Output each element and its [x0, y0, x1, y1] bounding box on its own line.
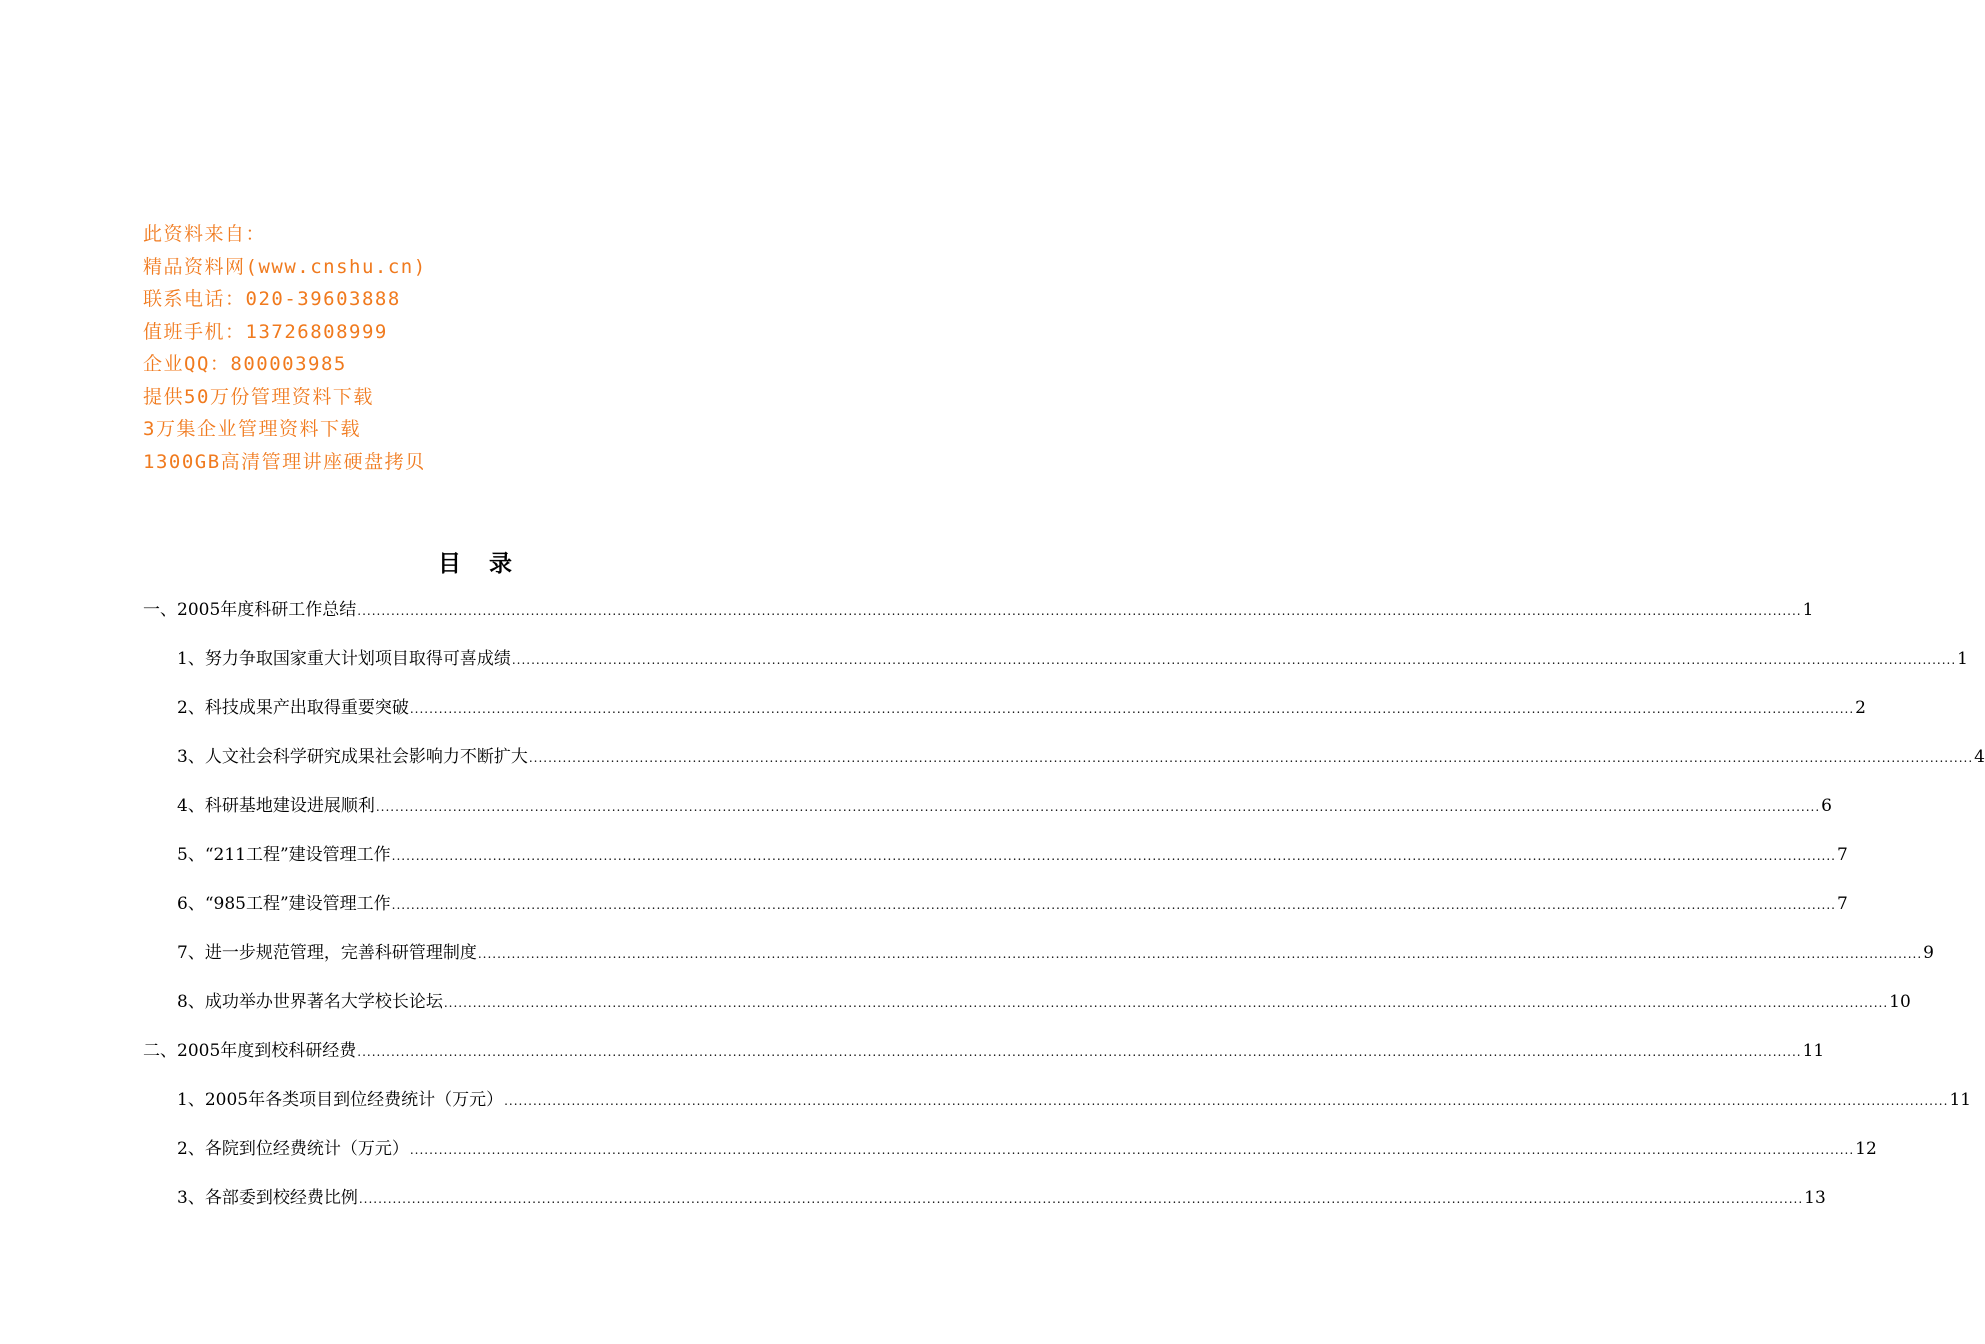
toc-dot-leader: ............................................................................................................................................................................................................................................................................................................ [409, 1143, 1855, 1157]
toc-entry[interactable] [143, 690, 1866, 739]
toc-dot-leader: ............................................................................................................................................................................................................................................................................................................ [391, 849, 1836, 863]
toc-page-number: 9 [1923, 943, 1934, 963]
toc-entry-label: 5、“211工程”建设管理工作 [177, 845, 391, 865]
toc-page-number: 12 [1855, 1139, 1877, 1159]
offer-line-2: 3万集企业管理资料下载 [143, 418, 361, 440]
toc-entry-label: 4、科研基地建设进展顺利 [177, 796, 375, 816]
toc-entry-label: 二、2005年度到校科研经费 [143, 1041, 357, 1061]
source-line: 此资料来自： [143, 223, 267, 245]
table-of-contents [143, 592, 1985, 1229]
phone-line: 联系电话：020-39603888 [143, 288, 401, 310]
toc-dot-leader: ............................................................................................................................................................................................................................................................................................................ [443, 996, 1889, 1010]
toc-entry-label: 6、“985工程”建设管理工作 [177, 894, 391, 914]
mobile-line: 值班手机：13726808999 [143, 320, 388, 343]
toc-page-number: 1 [1957, 649, 1968, 669]
toc-page-number: 1 [1802, 600, 1814, 620]
toc-dot-leader: ............................................................................................................................................................................................................................................................................................................ [358, 1192, 1804, 1206]
toc-page-number: 4 [1974, 747, 1985, 767]
toc-entry[interactable] [143, 1082, 1972, 1131]
toc-entry[interactable] [143, 739, 1985, 788]
toc-dot-leader: ............................................................................................................................................................................................................................................................................................................ [375, 800, 1821, 814]
toc-page-number: 7 [1837, 845, 1848, 865]
toc-dot-leader: ............................................................................................................................................................................................................................................................................................................ [528, 751, 1974, 765]
toc-page-number: 2 [1855, 698, 1866, 718]
qq-line: 企业QQ：800003985 [143, 353, 347, 375]
toc-page-number: 11 [1802, 1041, 1825, 1061]
toc-entry[interactable] [143, 984, 1911, 1033]
toc-entry[interactable] [143, 592, 1814, 641]
toc-dot-leader: ............................................................................................................................................................................................................................................................................................................ [409, 702, 1855, 716]
toc-entry[interactable] [143, 837, 1848, 886]
toc-entry-label: 2、各院到位经费统计（万元） [177, 1139, 409, 1159]
toc-page-number: 7 [1837, 894, 1848, 914]
toc-dot-leader: ............................................................................................................................................................................................................................................................................................................ [391, 898, 1836, 912]
toc-dot-leader: ............................................................................................................................................................................................................................................................................................................ [477, 947, 1923, 961]
toc-entry[interactable] [143, 1033, 1825, 1082]
toc-dot-leader: ............................................................................................................................................................................................................................................................................................................ [504, 1094, 1949, 1108]
toc-title: 目录 [438, 550, 540, 577]
toc-entry-label: 3、各部委到校经费比例 [177, 1188, 358, 1208]
toc-page-number: 13 [1804, 1188, 1826, 1208]
toc-entry[interactable] [143, 1131, 1877, 1180]
toc-entry[interactable] [143, 935, 1934, 984]
toc-entry-label: 7、进一步规范管理，完善科研管理制度 [177, 943, 477, 963]
toc-dot-leader: ............................................................................................................................................................................................................................................................................................................ [511, 653, 1957, 667]
toc-entry-label: 一、2005年度科研工作总结 [143, 600, 357, 620]
toc-entry[interactable] [143, 641, 1968, 690]
toc-entry-label: 8、成功举办世界著名大学校长论坛 [177, 992, 443, 1012]
website-line: 精品资料网(www.cnshu.cn) [143, 255, 427, 278]
toc-entry-label: 1、努力争取国家重大计划项目取得可喜成绩 [177, 649, 511, 669]
toc-page-number: 6 [1821, 796, 1832, 816]
toc-entry[interactable] [143, 788, 1832, 837]
toc-entry[interactable] [143, 886, 1848, 935]
toc-page-number: 11 [1949, 1090, 1972, 1110]
toc-page-number: 10 [1889, 992, 1911, 1012]
source-info-block [143, 218, 427, 478]
toc-entry-label: 2、科技成果产出取得重要突破 [177, 698, 409, 718]
toc-dot-leader: ............................................................................................................................................................................................................................................................................................................ [357, 604, 1802, 618]
toc-entry-label: 3、人文社会科学研究成果社会影响力不断扩大 [177, 747, 528, 767]
offer-line-3: 1300GB高清管理讲座硬盘拷贝 [143, 450, 426, 473]
toc-entry[interactable] [143, 1180, 1826, 1229]
toc-entry-label: 1、2005年各类项目到位经费统计（万元） [177, 1090, 504, 1110]
toc-dot-leader: ............................................................................................................................................................................................................................................................................................................ [357, 1045, 1802, 1059]
offer-line-1: 提供50万份管理资料下载 [143, 385, 374, 408]
